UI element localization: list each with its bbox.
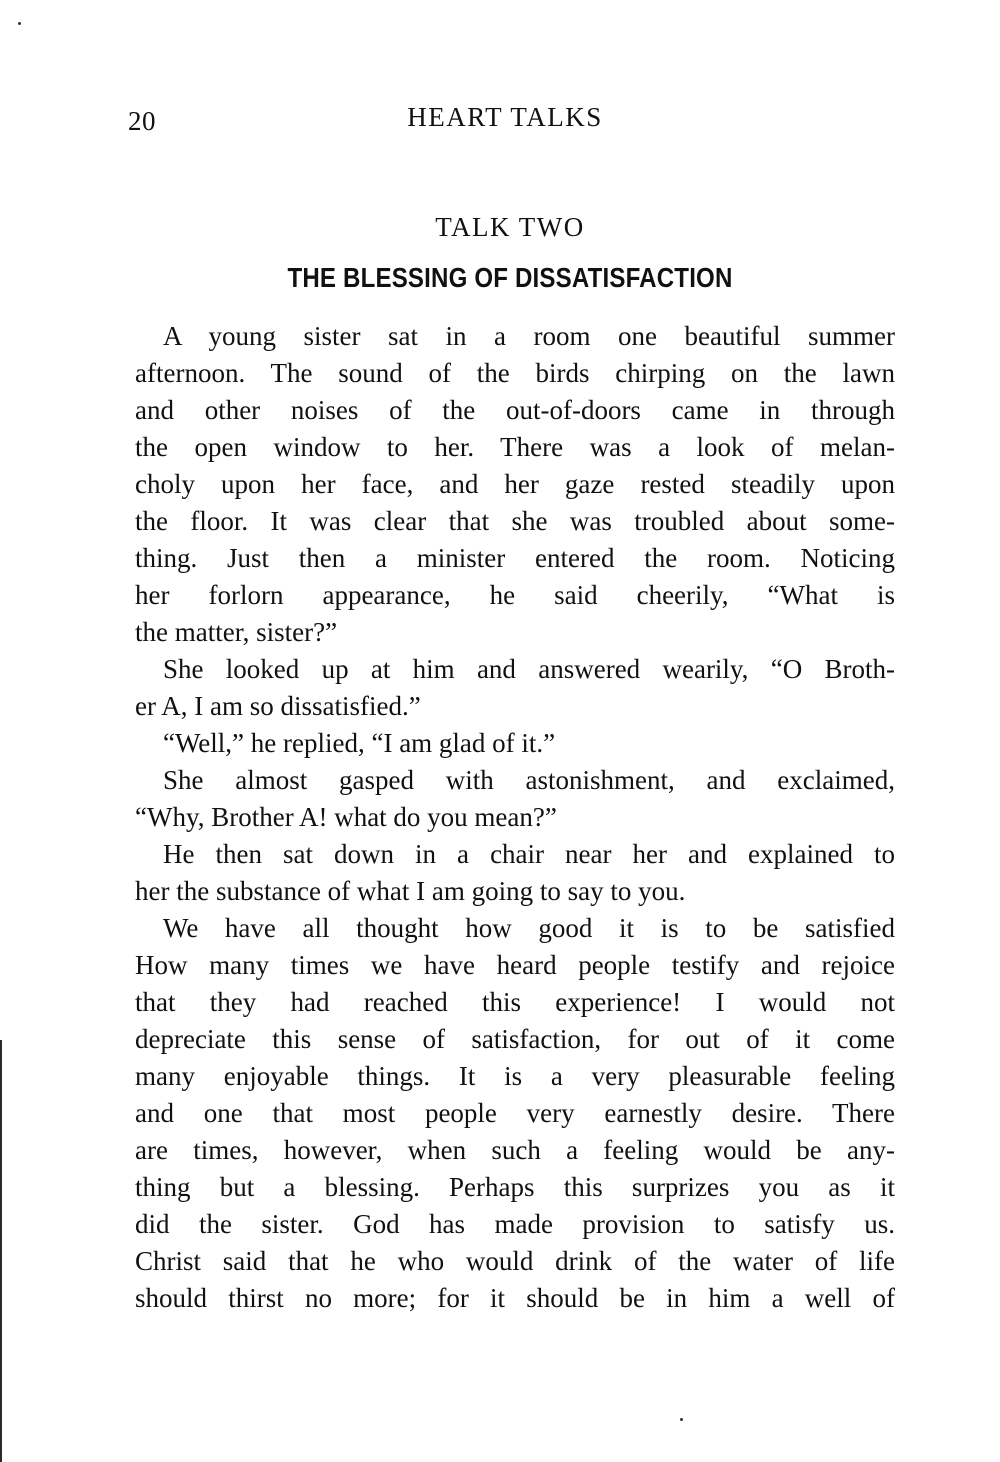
body-line: She looked up at him and answered wearily, “O Broth- [163,654,895,684]
body-line: did the sister. God has made provision to satisfy us. [135,1209,895,1239]
body-line: choly upon her face, and her gaze rested steadily upon [135,469,895,499]
body-line: We have all thought how good it is to be satisfied [163,913,895,943]
body-line: er A, I am so dissatisfied.” [135,691,421,721]
body-line: depreciate this sense of satisfaction, for out of it come [135,1024,895,1054]
body-line: and one that most people very earnestly desire. There [135,1098,895,1128]
body-line: that they had reached this experience! I would not [135,987,895,1017]
scan-speck [18,22,21,25]
body-line: many enjoyable things. It is a very pleasurable feeling [135,1061,895,1091]
scan-speck [680,1418,683,1421]
body-line: should thirst no more; for it should be in him a well of [135,1283,895,1313]
body-text [135,318,895,1317]
body-line: her the substance of what I am going to say to you. [135,876,686,906]
body-line: How many times we have heard people testify and rejoice [135,950,895,980]
scan-edge-rule [0,1040,2,1462]
body-line: thing. Just then a minister entered the room. Noticing [135,543,895,573]
body-line: her forlorn appearance, he said cheerily, “What is [135,580,895,610]
body-line: Christ said that he who would drink of the water of life [135,1246,895,1276]
body-line: are times, however, when such a feeling would be any- [135,1135,895,1165]
chapter-title: THE BLESSING OF DISSATISFACTION [287,262,733,293]
body-line: the open window to her. There was a look of melan- [135,432,895,462]
body-line: the floor. It was clear that she was troubled about some- [135,506,895,536]
body-line: afternoon. The sound of the birds chirping on the lawn [135,358,895,388]
body-line: and other noises of the out-of-doors came in through [135,395,895,425]
talk-number: TALK TWO [435,212,585,242]
body-line: He then sat down in a chair near her and explained to [163,839,895,869]
body-line: “Why, Brother A! what do you mean?” [135,802,557,832]
body-line: thing but a blessing. Perhaps this surprizes you as it [135,1172,895,1202]
page-number: 20 [128,106,156,136]
body-line: “Well,” he replied, “I am glad of it.” [163,728,556,758]
body-line: She almost gasped with astonishment, and exclaimed, [163,765,895,795]
body-line: A young sister sat in a room one beautiful summer [163,321,895,351]
body-line: the matter, sister?” [135,617,338,647]
running-head: HEART TALKS [407,102,603,132]
